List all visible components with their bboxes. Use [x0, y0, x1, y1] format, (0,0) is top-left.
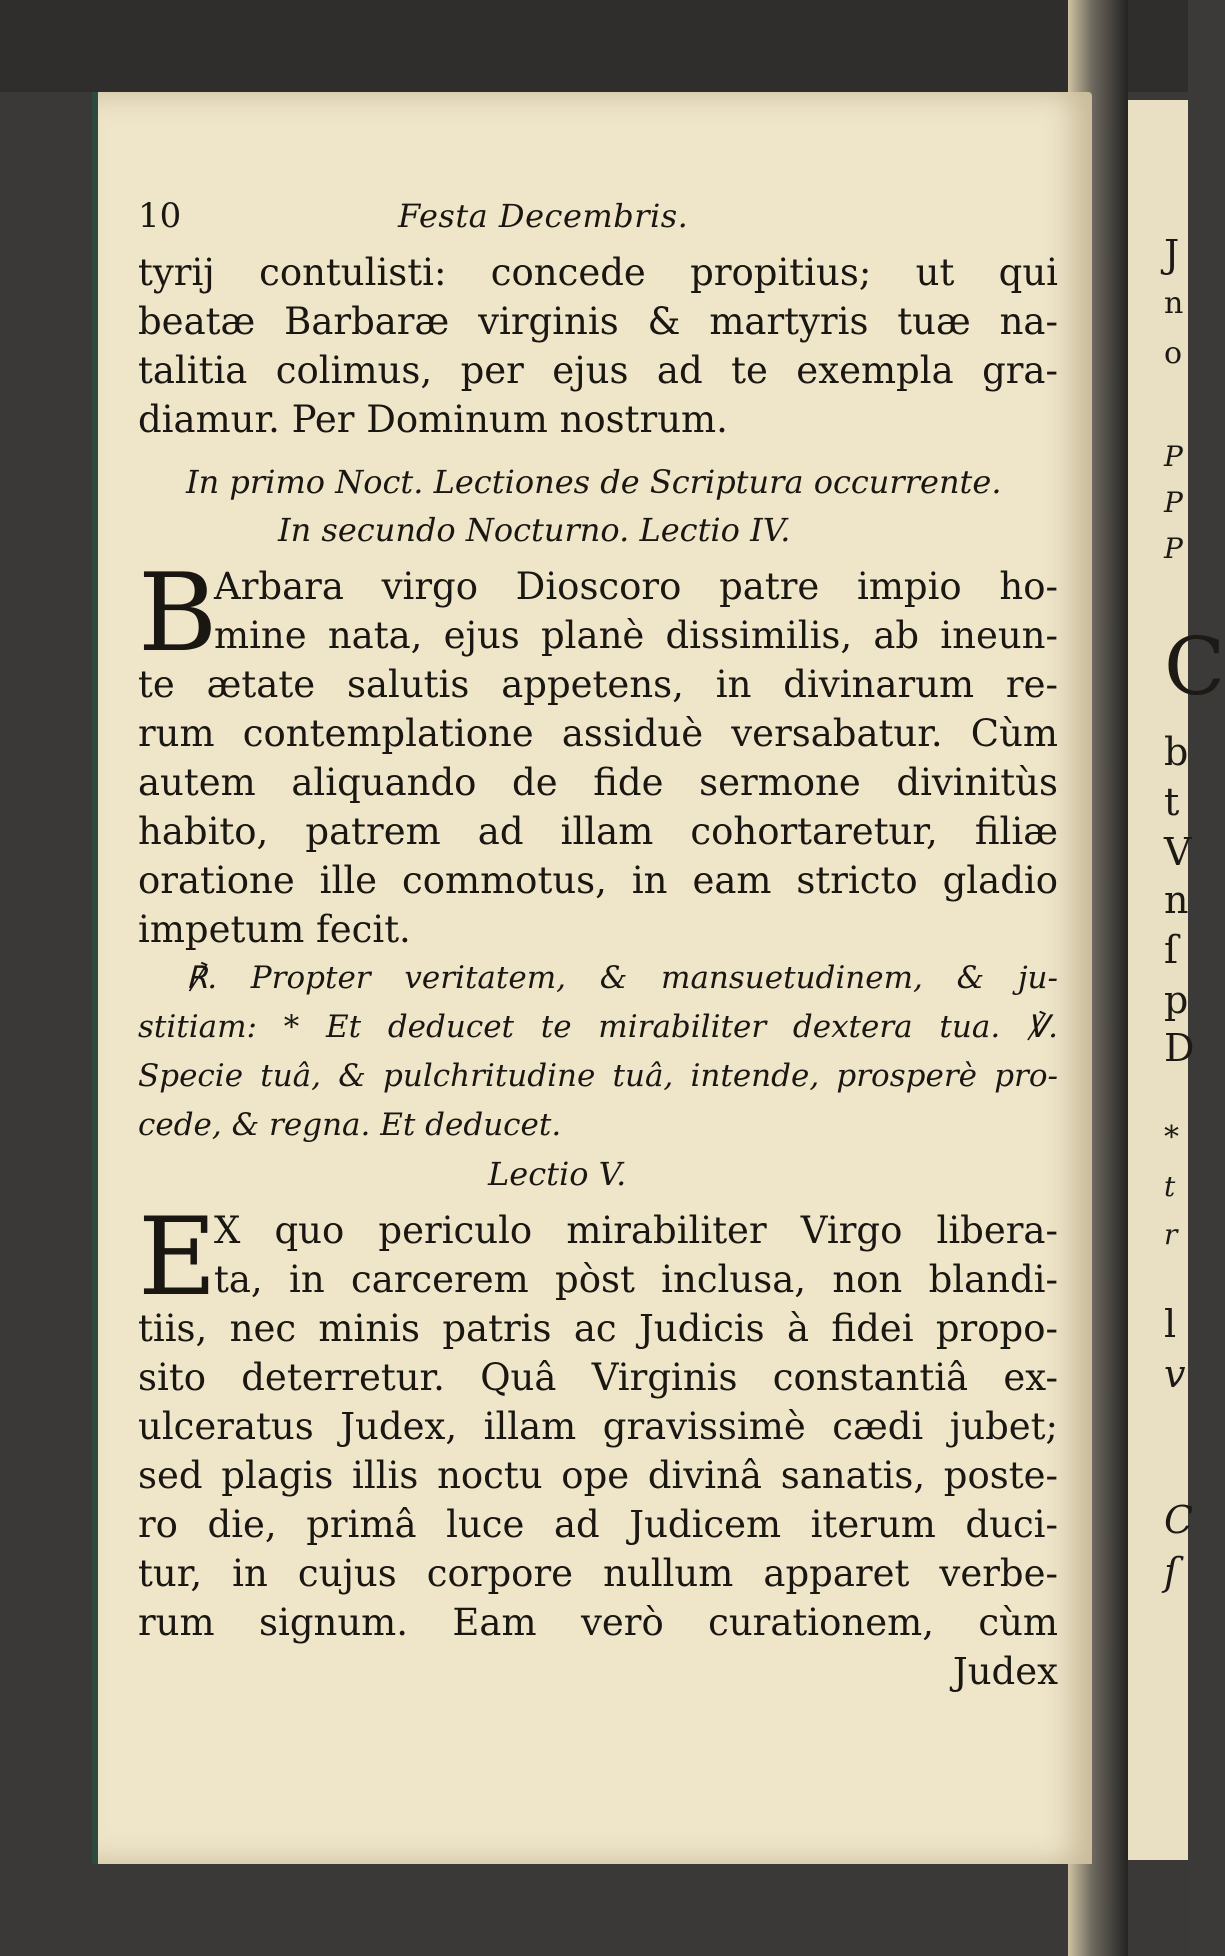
text-line: ℟. Propter veritatem, & mansuetudinem, & ju- [186, 960, 1058, 996]
text-line: Specie tuâ, & pulchritudine tuâ, intende, prosperè pro- [138, 1058, 1058, 1094]
drop-cap: B [138, 551, 218, 676]
facing-fragment: t [1164, 780, 1180, 824]
rubric-lectio-v: Lectio V. [488, 1155, 627, 1193]
text-line: beatæ Barbaræ virginis & martyris tuæ na- [138, 300, 1058, 343]
responsory [138, 954, 1058, 1150]
text-line: tyrij contulisti: concede propitius; ut qui [138, 251, 1058, 294]
text-line: sed plagis illis noctu ope divinâ sanatis, poste- [138, 1454, 1058, 1497]
facing-fragment: ſ [1164, 928, 1179, 972]
facing-fragment: * [1164, 1120, 1179, 1155]
text-line: Arbara virgo Dioscoro patre impio ho- [214, 565, 1058, 608]
rubric-second-nocturn: In secundo Nocturno. Lectio IV. [278, 511, 791, 549]
text-line: stitiam: * Et deducet te mirabiliter dextera tua. ℣. [138, 1009, 1058, 1045]
facing-fragment: C [1164, 1498, 1194, 1542]
facing-fragment: r [1164, 1218, 1178, 1251]
text-line: oratione ille commotus, in eam stricto gladio [138, 859, 1058, 902]
facing-fragment: P [1164, 440, 1183, 473]
page-text [138, 196, 1058, 1696]
text-line: autem aliquando de fide sermone divinitùs [138, 761, 1058, 804]
facing-fragment: D [1164, 1026, 1195, 1070]
text-line: mine nata, ejus planè dissimilis, ab ineun- [214, 614, 1058, 657]
page-number: 10 [138, 196, 182, 236]
facing-fragment: b [1164, 730, 1189, 774]
facing-fragment: P [1164, 532, 1183, 565]
facing-fragment: l [1164, 1302, 1177, 1346]
text-line: diamur. Per Dominum nostrum. [138, 398, 728, 441]
text-line: ro die, primâ luce ad Judicem iterum duci- [138, 1503, 1058, 1546]
text-line: rum contemplatione assiduè versabatur. Cùm [138, 712, 1058, 755]
facing-fragment: C [1164, 620, 1225, 713]
text-line: habito, patrem ad illam cohortaretur, filiæ [138, 810, 1058, 853]
text-line: tiis, nec minis patris ac Judicis à fidei propo- [138, 1307, 1058, 1350]
text-line: ta, in carcerem pòst inclusa, non blandi- [214, 1258, 1058, 1301]
drop-cap: E [138, 1195, 217, 1320]
facing-fragment: t [1164, 1170, 1176, 1203]
text-line: X quo periculo mirabiliter Virgo libera- [214, 1209, 1058, 1252]
facing-fragment: n [1164, 286, 1184, 321]
facing-fragment: J [1164, 232, 1180, 276]
facing-fragment: p [1164, 978, 1189, 1022]
text-line: te ætate salutis appetens, in divinarum re- [138, 663, 1058, 706]
lectio-v [138, 1195, 1058, 1696]
collect-prayer [138, 248, 1058, 444]
text-line: ulceratus Judex, illam gravissimè cædi jubet; [138, 1405, 1058, 1448]
facing-fragment: P [1164, 486, 1183, 519]
scanner-bed-top [0, 0, 1188, 92]
lectio-iv [138, 551, 1058, 954]
running-title: Festa Decembris. [398, 197, 689, 235]
facing-fragment: v [1164, 1352, 1186, 1396]
text-line: impetum fecit. [138, 908, 411, 951]
page-header [138, 196, 1058, 248]
text-line: cede, & regna. Et deducet. [138, 1107, 562, 1143]
facing-fragment: V [1164, 830, 1192, 874]
facing-fragment: n [1164, 878, 1189, 922]
text-line: sito deterretur. Quâ Virginis constantiâ ex- [138, 1356, 1058, 1399]
rubric-first-nocturn: In primo Noct. Lectiones de Scriptura occurrente. [186, 463, 1002, 501]
facing-fragment: ſ [1164, 1550, 1179, 1594]
text-line: talitia colimus, per ejus ad te exempla gra- [138, 349, 1058, 392]
text-line: tur, in cujus corpore nullum apparet verbe- [138, 1552, 1058, 1595]
catchword: Judex [952, 1650, 1058, 1693]
facing-fragment: o [1164, 336, 1183, 371]
text-line: rum signum. Eam verò curationem, cùm [138, 1601, 1058, 1644]
